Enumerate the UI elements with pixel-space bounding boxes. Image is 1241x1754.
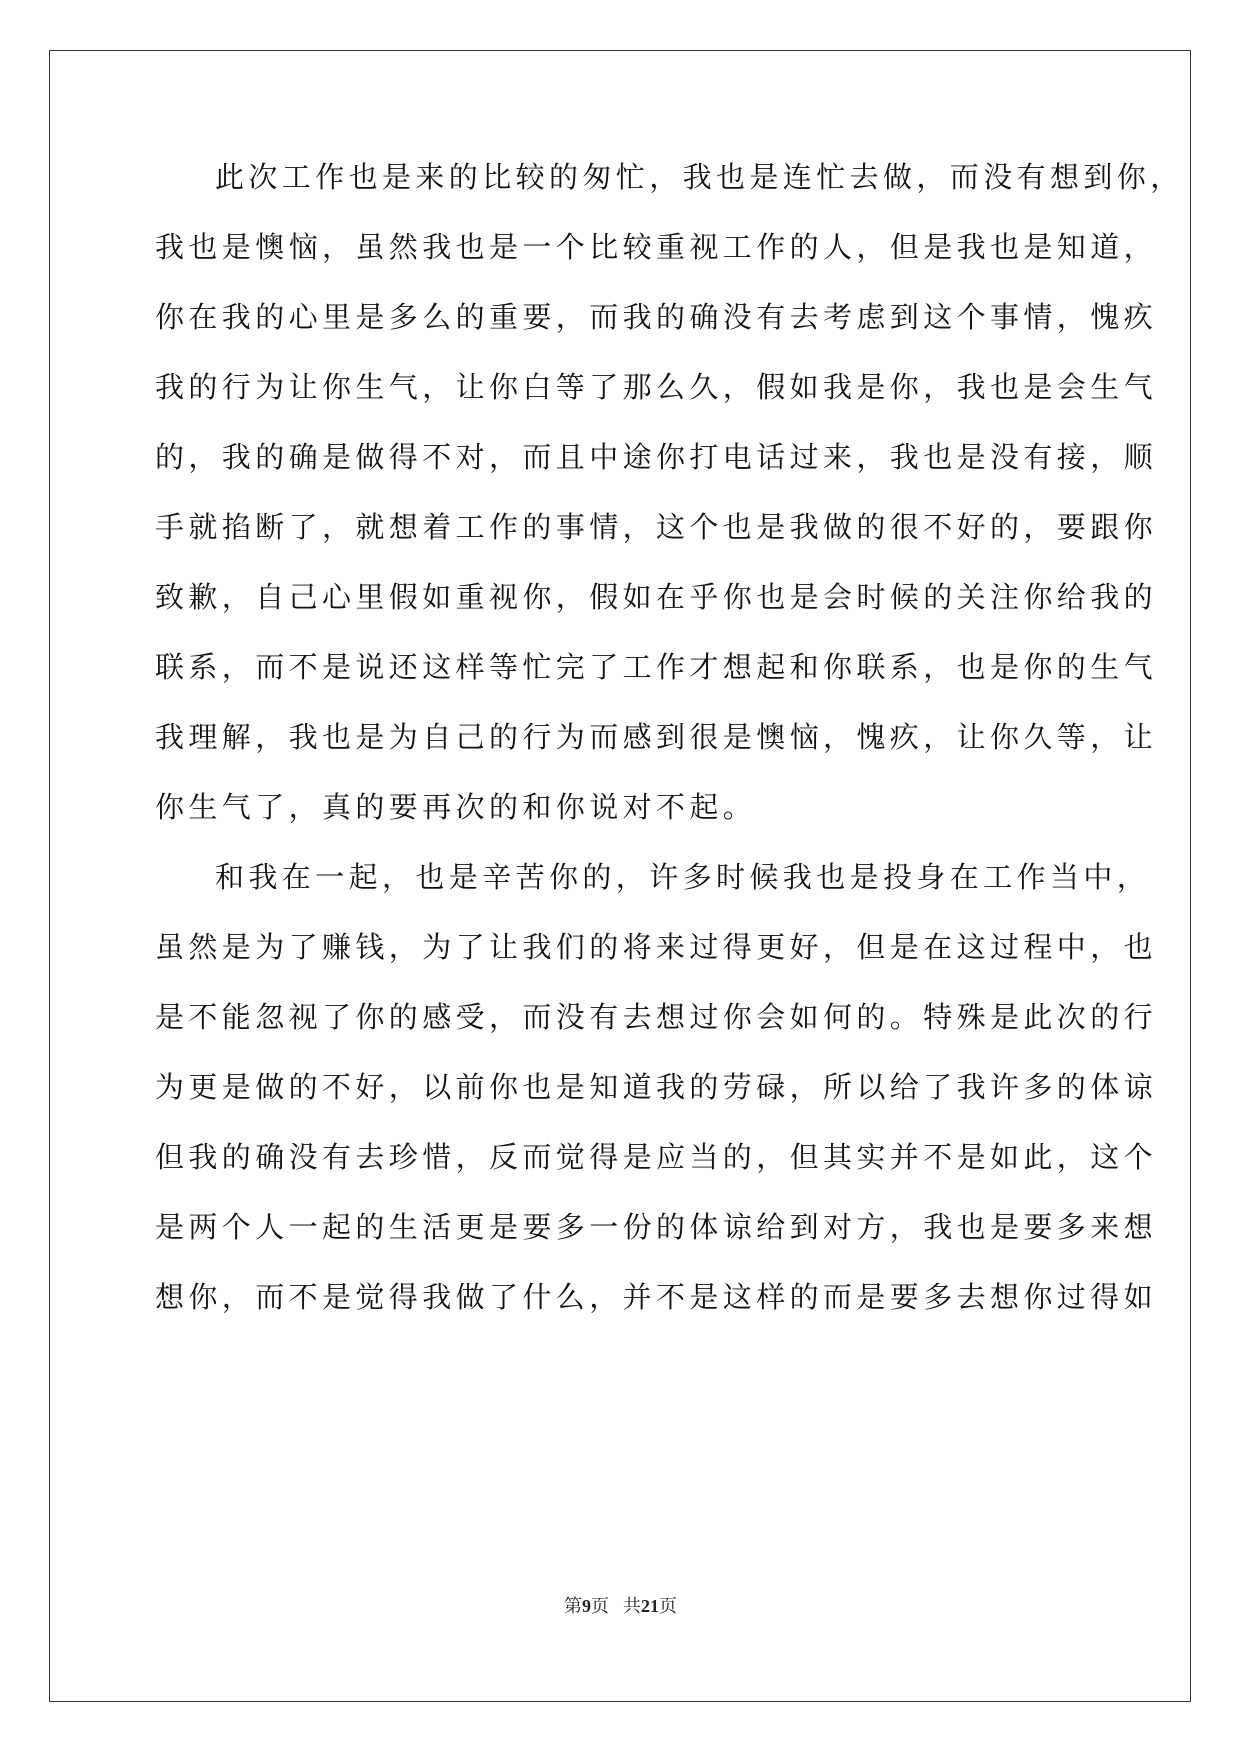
- page-number: 9: [582, 1596, 591, 1616]
- paragraph-1-line-5: 的，我的确是做得不对，而且中途你打电话过来，我也是没有接，顺: [155, 440, 1158, 474]
- paragraph-2-line-5: 但我的确没有去珍惜，反而觉得是应当的，但其实并不是如此，这个: [155, 1140, 1158, 1174]
- paragraph-1-line-3: 你在我的心里是多么的重要，而我的确没有去考虑到这个事情，愧疚: [155, 300, 1158, 334]
- paragraph-2-line-7: 想你，而不是觉得我做了什么，并不是这样的而是要多去想你过得如: [155, 1280, 1158, 1314]
- paragraph-1-line-2: 我也是懊恼，虽然我也是一个比较重视工作的人，但是我也是知道，: [155, 230, 1158, 264]
- paragraph-2-line-3: 是不能忽视了你的感受，而没有去想过你会如何的。特殊是此次的行: [155, 1000, 1158, 1034]
- paragraph-1-line-4: 我的行为让你生气，让你白等了那么久，假如我是你，我也是会生气: [155, 370, 1158, 404]
- paragraph-2-line-1: 和我在一起，也是辛苦你的，许多时候我也是投身在工作当中，: [215, 860, 1151, 894]
- page-footer: [0, 1592, 1241, 1618]
- paragraph-1-line-1: 此次工作也是来的比较的匆忙，我也是连忙去做，而没有想到你，: [215, 160, 1184, 194]
- page-suffix: 页: [591, 1596, 609, 1617]
- paragraph-2-line-6: 是两个人一起的生活更是要多一份的体谅给到对方，我也是要多来想: [155, 1210, 1158, 1244]
- total-suffix: 页: [659, 1596, 677, 1617]
- paragraph-2-line-2: 虽然是为了赚钱，为了让我们的将来过得更好，但是在这过程中，也: [155, 930, 1158, 964]
- paragraph-1-line-9: 我理解，我也是为自己的行为而感到很是懊恼，愧疚，让你久等，让: [155, 720, 1158, 754]
- total-pages: 21: [641, 1596, 659, 1616]
- paragraph-1-line-7: 致歉，自己心里假如重视你，假如在乎你也是会时候的关注你给我的: [155, 580, 1158, 614]
- total-prefix: 共: [623, 1596, 641, 1617]
- page-prefix: 第: [564, 1596, 582, 1617]
- paragraph-1-line-10: 你生气了，真的要再次的和你说对不起。: [155, 790, 757, 824]
- paragraph-1-line-6: 手就掐断了，就想着工作的事情，这个也是我做的很不好的，要跟你: [155, 510, 1158, 544]
- paragraph-2-line-4: 为更是做的不好，以前你也是知道我的劳碌，所以给了我许多的体谅: [155, 1070, 1158, 1104]
- paragraph-1-line-8: 联系，而不是说还这样等忙完了工作才想起和你联系，也是你的生气: [155, 650, 1158, 684]
